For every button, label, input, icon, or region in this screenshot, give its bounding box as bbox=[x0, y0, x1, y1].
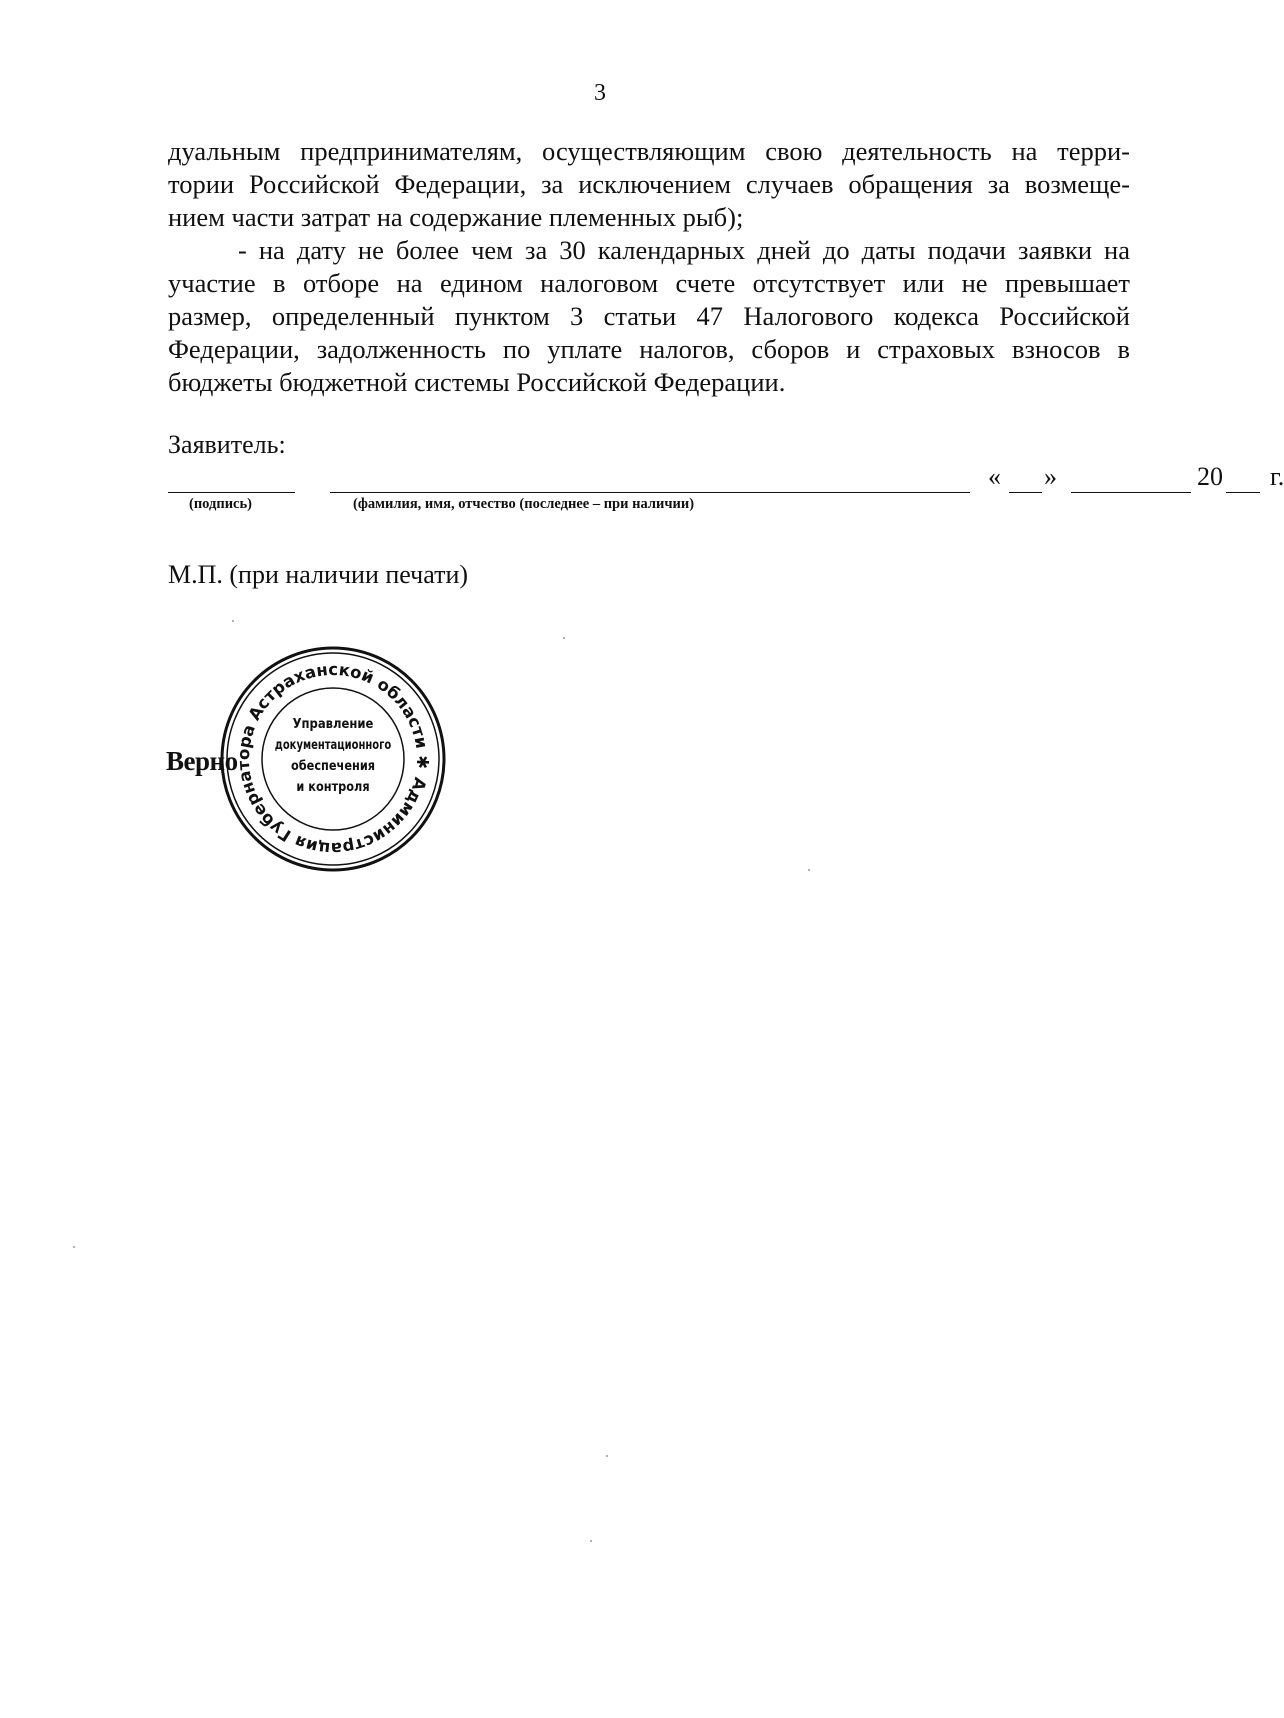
official-seal bbox=[219, 645, 447, 873]
date-day-blank bbox=[1009, 462, 1042, 493]
date-year-blank bbox=[1226, 462, 1260, 493]
paragraph-continuation bbox=[168, 135, 1130, 234]
seal-ring-text-path: Администрация Губернатора Астраханской области ✱ bbox=[233, 659, 433, 859]
text-line: бюджеты бюджетной системы Российской Федерации. bbox=[168, 367, 786, 397]
text-line: дуальным предпринимателям, осуществляющим свою деятельность на терри- bbox=[168, 136, 1130, 166]
date-year-prefix: 20 bbox=[1197, 462, 1223, 491]
text-line: тории Российской Федерации, за исключением случаев обращения за возмеще- bbox=[168, 169, 1130, 199]
seal-center-line: обеспечения bbox=[290, 757, 376, 774]
date-month-blank bbox=[1071, 462, 1191, 493]
certified-true-label: Верно bbox=[166, 746, 238, 776]
seal-center-line: документационного bbox=[274, 736, 392, 753]
signature-blank bbox=[168, 462, 295, 493]
paragraph-tax-requirement bbox=[168, 234, 1130, 399]
signature-caption: (подпись) bbox=[189, 496, 252, 512]
scan-speck bbox=[232, 620, 234, 622]
scan-speck bbox=[590, 1540, 592, 1542]
signature-row bbox=[168, 462, 1284, 522]
seal-center-line: Управление bbox=[292, 715, 374, 732]
text-line: - на дату не более чем за 30 календарных дней до даты подачи заявки на bbox=[238, 235, 1130, 265]
date-quote-open: « bbox=[988, 462, 1001, 491]
stamp-note: М.П. (при наличии печати) bbox=[168, 560, 469, 589]
scan-speck bbox=[73, 1246, 75, 1248]
scan-speck bbox=[606, 1455, 608, 1457]
scan-speck bbox=[563, 637, 565, 639]
scan-speck bbox=[808, 869, 810, 871]
seal-center-line: и контроля bbox=[296, 778, 370, 795]
text-line: участие в отборе на едином налоговом счете отсутствует или не превышает bbox=[168, 268, 1130, 298]
full-name-blank bbox=[330, 462, 970, 493]
page-number: 3 bbox=[594, 80, 606, 106]
text-line: размер, определенный пунктом 3 статьи 47 Налогового кодекса Российской bbox=[168, 301, 1130, 331]
text-line: нием части затрат на содержание племенных рыб); bbox=[168, 202, 744, 232]
full-name-caption: (фамилия, имя, отчество (последнее – при наличии) bbox=[353, 496, 695, 512]
date-year-suffix: г. bbox=[1270, 462, 1284, 491]
date-quote-close: » bbox=[1044, 462, 1057, 491]
text-line: Федерации, задолженность по уплате налогов, сборов и страховых взносов в bbox=[168, 334, 1130, 364]
applicant-label: Заявитель: bbox=[168, 430, 286, 459]
